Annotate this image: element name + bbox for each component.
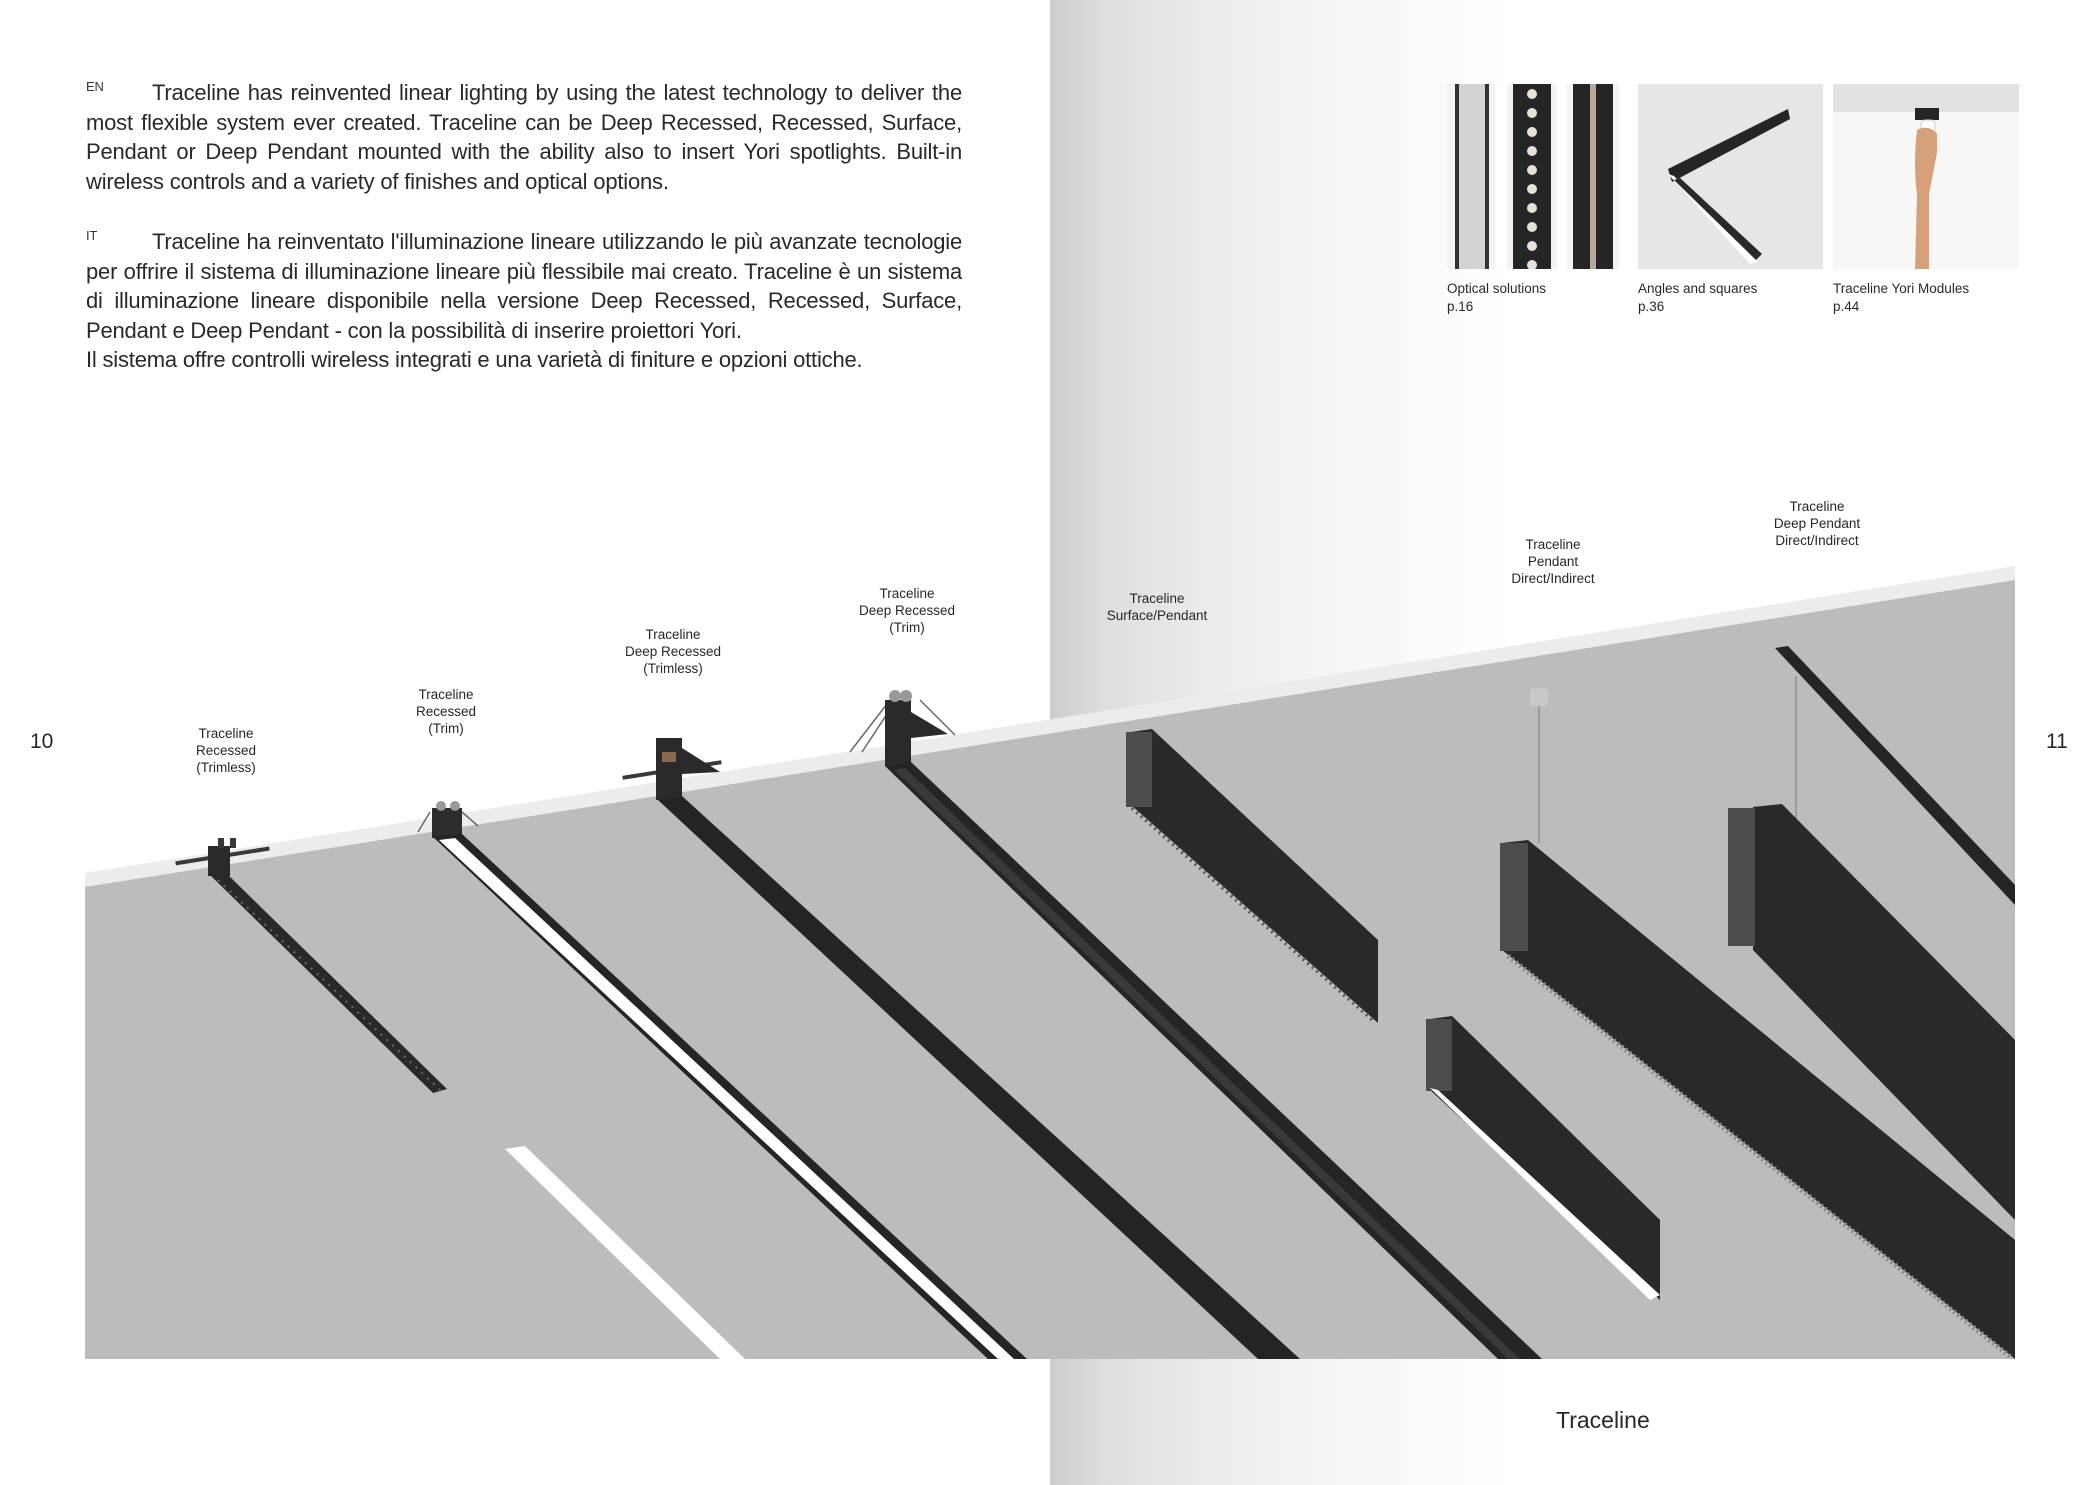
label-line: Recessed — [415, 703, 477, 719]
label-line: Traceline — [418, 687, 474, 702]
thumbnail-caption-optical — [1447, 280, 1546, 316]
thumbnail-title: Angles and squares — [1638, 281, 1758, 296]
page-number-left: 10 — [30, 730, 54, 753]
label-line: Recessed — [195, 742, 257, 758]
product-label-recessed-trim — [356, 687, 536, 737]
label-line: Deep Recessed — [624, 643, 722, 659]
angle-fixture-icon — [1638, 84, 1823, 269]
angles-image[interactable] — [1638, 84, 1823, 269]
label-line: Deep Pendant — [1773, 515, 1861, 531]
label-line: Direct/Indirect — [1775, 532, 1859, 548]
label-line: Pendant — [1527, 553, 1579, 569]
label-line: Traceline — [1789, 499, 1845, 514]
intro-it-text: Traceline ha reinventato l'illuminazione lineare utilizzando le più avanzate tecnologie per offrire il sistema di illuminazione lineare più flessibile mai creato. Traceline è un sistema di illuminazione lineare disponibile nella versione Deep Recessed, Recessed, Surface, Pendant e Deep Pendant - con la possibilità di inserire proiettori Yori. — [86, 229, 962, 343]
intro-en-text: Traceline has reinvented linear lighting by using the latest technology to deliver the most flexible system ever created. Traceline can be Deep Recessed, Recessed, Surface, Pendant or Deep Pendant mounted with the ability also to insert Yori spotlights. Built-in wireless controls and a variety of finishes and optical options. — [86, 80, 962, 194]
label-line: Traceline — [879, 586, 935, 601]
thumbnail-page[interactable]: p.16 — [1447, 299, 1474, 314]
thumbnail-caption-yori — [1833, 280, 1969, 316]
optical-solutions-image[interactable] — [1447, 84, 1622, 269]
footer-title: Traceline — [1556, 1407, 1650, 1433]
label-line: (Trimless) — [196, 759, 256, 775]
thumbnail-page[interactable]: p.36 — [1638, 299, 1665, 314]
lang-tag-it: IT — [86, 228, 98, 243]
yori-modules-image[interactable] — [1833, 84, 2019, 269]
product-label-surface-pendant — [1067, 591, 1247, 625]
label-line: Traceline — [198, 726, 254, 741]
product-label-deep-recessed-trim — [817, 586, 997, 636]
optical-strips-icon — [1447, 84, 1622, 269]
label-line: (Trimless) — [643, 660, 703, 676]
intro-it — [86, 227, 962, 375]
product-label-deep-recessed-trimless — [583, 627, 763, 677]
thumbnail-page[interactable]: p.44 — [1833, 299, 1860, 314]
label-line: Traceline — [1129, 591, 1185, 606]
thumbnail-title: Traceline Yori Modules — [1833, 281, 1970, 296]
lang-tag-en: EN — [86, 79, 104, 94]
intro-it-text-2: Il sistema offre controlli wireless integrati e una varietà di finiture e opzioni ottiche. — [86, 347, 863, 373]
hand-spotlight-icon — [1833, 84, 2019, 269]
label-line: Surface/Pendant — [1106, 607, 1208, 623]
thumbnail-caption-angles — [1638, 280, 1757, 316]
label-line: (Trim) — [889, 619, 925, 635]
intro-en — [86, 78, 962, 196]
page-number-right: 11 — [2046, 730, 2068, 753]
product-label-recessed-trimless — [136, 726, 316, 776]
label-line: Traceline — [1525, 537, 1581, 552]
label-line: Direct/Indirect — [1511, 570, 1595, 586]
product-label-deep-pendant-direct-indirect — [1727, 499, 1907, 549]
product-label-pendant-direct-indirect — [1463, 537, 1643, 587]
label-line: Deep Recessed — [858, 602, 956, 618]
label-line: (Trim) — [428, 720, 464, 736]
thumbnail-title: Optical solutions — [1447, 281, 1547, 296]
label-line: Traceline — [645, 627, 701, 642]
